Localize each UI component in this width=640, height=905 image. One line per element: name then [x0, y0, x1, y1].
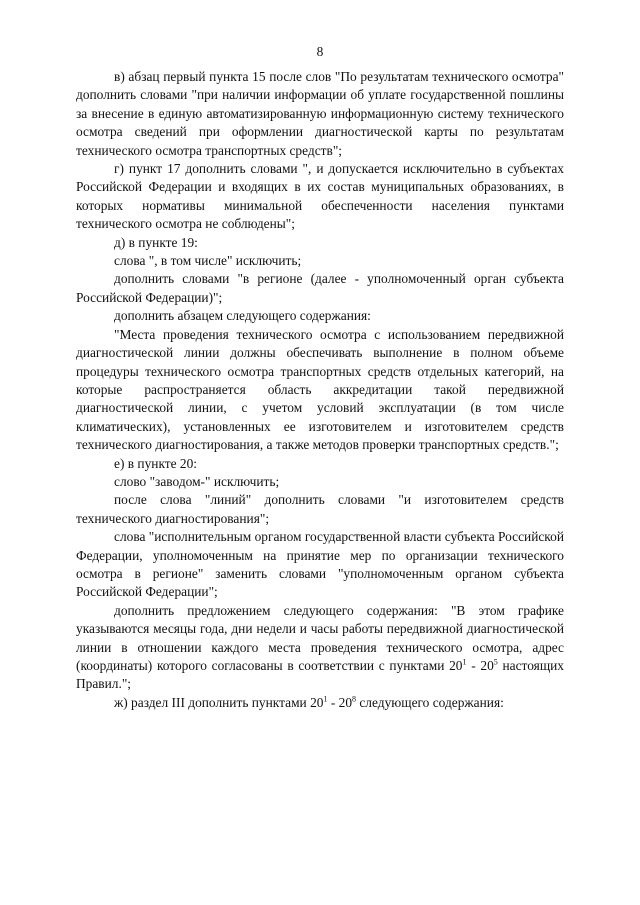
paragraph-zh: [76, 694, 564, 712]
document-body: [76, 68, 564, 712]
text-segment: дополнить предложением следующего содержания: "В этом графике указываются месяцы года, дни недели и часы работы передвижной диагностической линии в отношении каждого места проведения технического осмотра, адрес (координаты) которого согласованы в соответствии с пунктами 20: [76, 602, 564, 673]
paragraph-quote-mobile-line: "Места проведения технического осмотра с использованием передвижной диагностической линии должны обеспечивать выполнение в полном объеме процедуры технического осмотра транспортных средств отдельных категорий, на которые распространяется область аккредитации такой передвижной диагностической линии, с учетом условий эксплуатации (в том числе климатических), установленных ее изготовителем и изготовителем средств технического диагностирования, а также методов проверки транспортных средств.";: [76, 326, 564, 453]
superscript: 1: [462, 657, 467, 667]
paragraph-e-1: слово "заводом-" исключить;: [114, 473, 280, 489]
superscript: 1: [323, 694, 328, 704]
paragraph-d-2: дополнить словами "в регионе (далее - уполномоченный орган субъекта Российской Федерации)";: [76, 271, 564, 305]
superscript: 8: [352, 694, 357, 704]
paragraph-d-1: слова ", в том числе" исключить;: [114, 253, 302, 269]
text-segment: настоящих Правил.";: [76, 658, 564, 692]
paragraph-d: д) в пункте 19:: [114, 234, 198, 250]
paragraph-g: г) пункт 17 дополнить словами ", и допускается исключительно в субъектах Российской Федерации и входящих в их состав муниципальных образованиях, в которых нормативы минимальной обеспеченности населения пунктами технического осмотра не соблюдены";: [76, 161, 564, 232]
superscript: 5: [493, 657, 498, 667]
paragraph-d-3: дополнить абзацем следующего содержания:: [114, 308, 371, 324]
paragraph-v: в) абзац первый пункта 15 после слов "По результатам технического осмотра" дополнить словами "при наличии информации об уплате государственной пошлины за внесение в единую автоматизированную информационную систему технического осмотра сведений при оформлении диагностической карты по результатам технического осмотра транспортных средств";: [76, 69, 564, 158]
paragraph-e-2: после слова "линий" дополнить словами "и изготовителем средств технического диагностирования";: [76, 492, 564, 526]
paragraph-e-3: слова "исполнительным органом государственной власти субъекта Российской Федерации, уполномоченным на принятие мер по организации технического осмотра в регионе" заменить словами "уполномоченным органом субъекта Российской Федерации";: [76, 529, 564, 600]
text-segment: ж) раздел III дополнить пунктами 20: [114, 694, 324, 710]
text-segment: - 20: [327, 694, 353, 710]
text-segment: следующего содержания:: [356, 694, 504, 710]
paragraph-e-4: [76, 602, 564, 694]
page-number: 8: [316, 44, 324, 59]
paragraph-e: е) в пункте 20:: [114, 455, 198, 471]
text-segment: - 20: [466, 658, 494, 673]
